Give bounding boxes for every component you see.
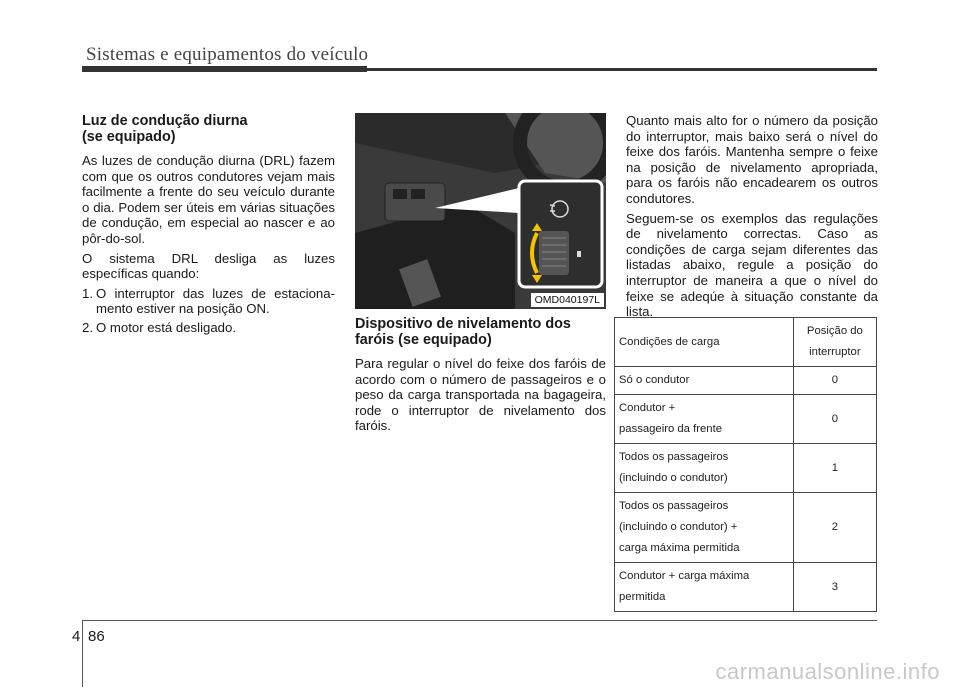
- leveling-heading: Dispositivo de nivelamento dos faróis (se equipado): [355, 316, 571, 348]
- middle-column: [355, 316, 606, 438]
- table-row: Só o condutor 0: [615, 367, 877, 395]
- page-header-title: Sistemas e equipamentos do veículo: [86, 44, 369, 65]
- dashboard-switch-photo: [355, 113, 606, 309]
- leveling-paragraph: Para regular o nível do feixe dos faróis de acordo com o número de passageiros e o peso da carga transportada na bagageira, rode o interruptor de nivelamento dos faróis.: [355, 356, 606, 434]
- watermark: carmanualsonline.info: [715, 659, 940, 684]
- header-position: Posição do interruptor: [793, 318, 876, 367]
- drl-conditions-list: [82, 286, 335, 336]
- image-caption: OMD040197L: [531, 293, 604, 307]
- chapter-number: 4: [72, 628, 81, 645]
- page-number: 86: [88, 628, 105, 645]
- footer-rule: [82, 620, 877, 621]
- footer-divider: [82, 620, 83, 687]
- header-condition: Condições de carga: [615, 318, 794, 367]
- table-header-row: [615, 318, 877, 367]
- right-column: [626, 113, 878, 324]
- left-column: [82, 113, 335, 339]
- dashboard-illustration: [355, 113, 606, 309]
- drl-heading: Luz de condução diurna (se equipado): [82, 113, 248, 145]
- load-conditions-table: [614, 317, 877, 612]
- right-paragraph-2: Seguem-se os exemplos das regulações de nivelamento correctas. Caso as condições de carga sejam diferentes das listadas abaixo, regule a posição do interruptor de maneira a que o nível do feixe se adeqúe à situação constante da lista.: [626, 210, 878, 320]
- table-row: Condutor + carga máxima permitida 3: [615, 563, 877, 612]
- drl-paragraph-2: O sistema DRL desliga as luzes específicas quando:: [82, 250, 335, 282]
- list-item: 1. O interruptor das luzes de estaciona-mento estiver na posição ON.: [82, 285, 335, 317]
- drl-paragraph-1: As luzes de condução diurna (DRL) fazem com que os outros condutores vejam mais facilmente a frente do seu veículo durante o dia. Podem ser úteis em várias situações de condução, em especial ao nascer e ao pôr-do-sol.: [82, 153, 335, 246]
- right-paragraph-1: Quanto mais alto for o número da posição do interruptor, mais baixo será o nível do feixe dos faróis. Mantenha sempre o feixe na posição de nivelamento apropriada, para os faróis não encadearem os outros condutores.: [626, 113, 878, 206]
- table-row: Todos os passageiros (incluindo o condutor) + carga máxima permitida 2: [615, 493, 877, 563]
- list-item: 2. O motor está desligado.: [82, 319, 237, 335]
- header-rule: [82, 68, 877, 71]
- table-row: Condutor + passageiro da frente 0: [615, 395, 877, 444]
- table-row: Todos os passageiros (incluindo o condutor) 1: [615, 444, 877, 493]
